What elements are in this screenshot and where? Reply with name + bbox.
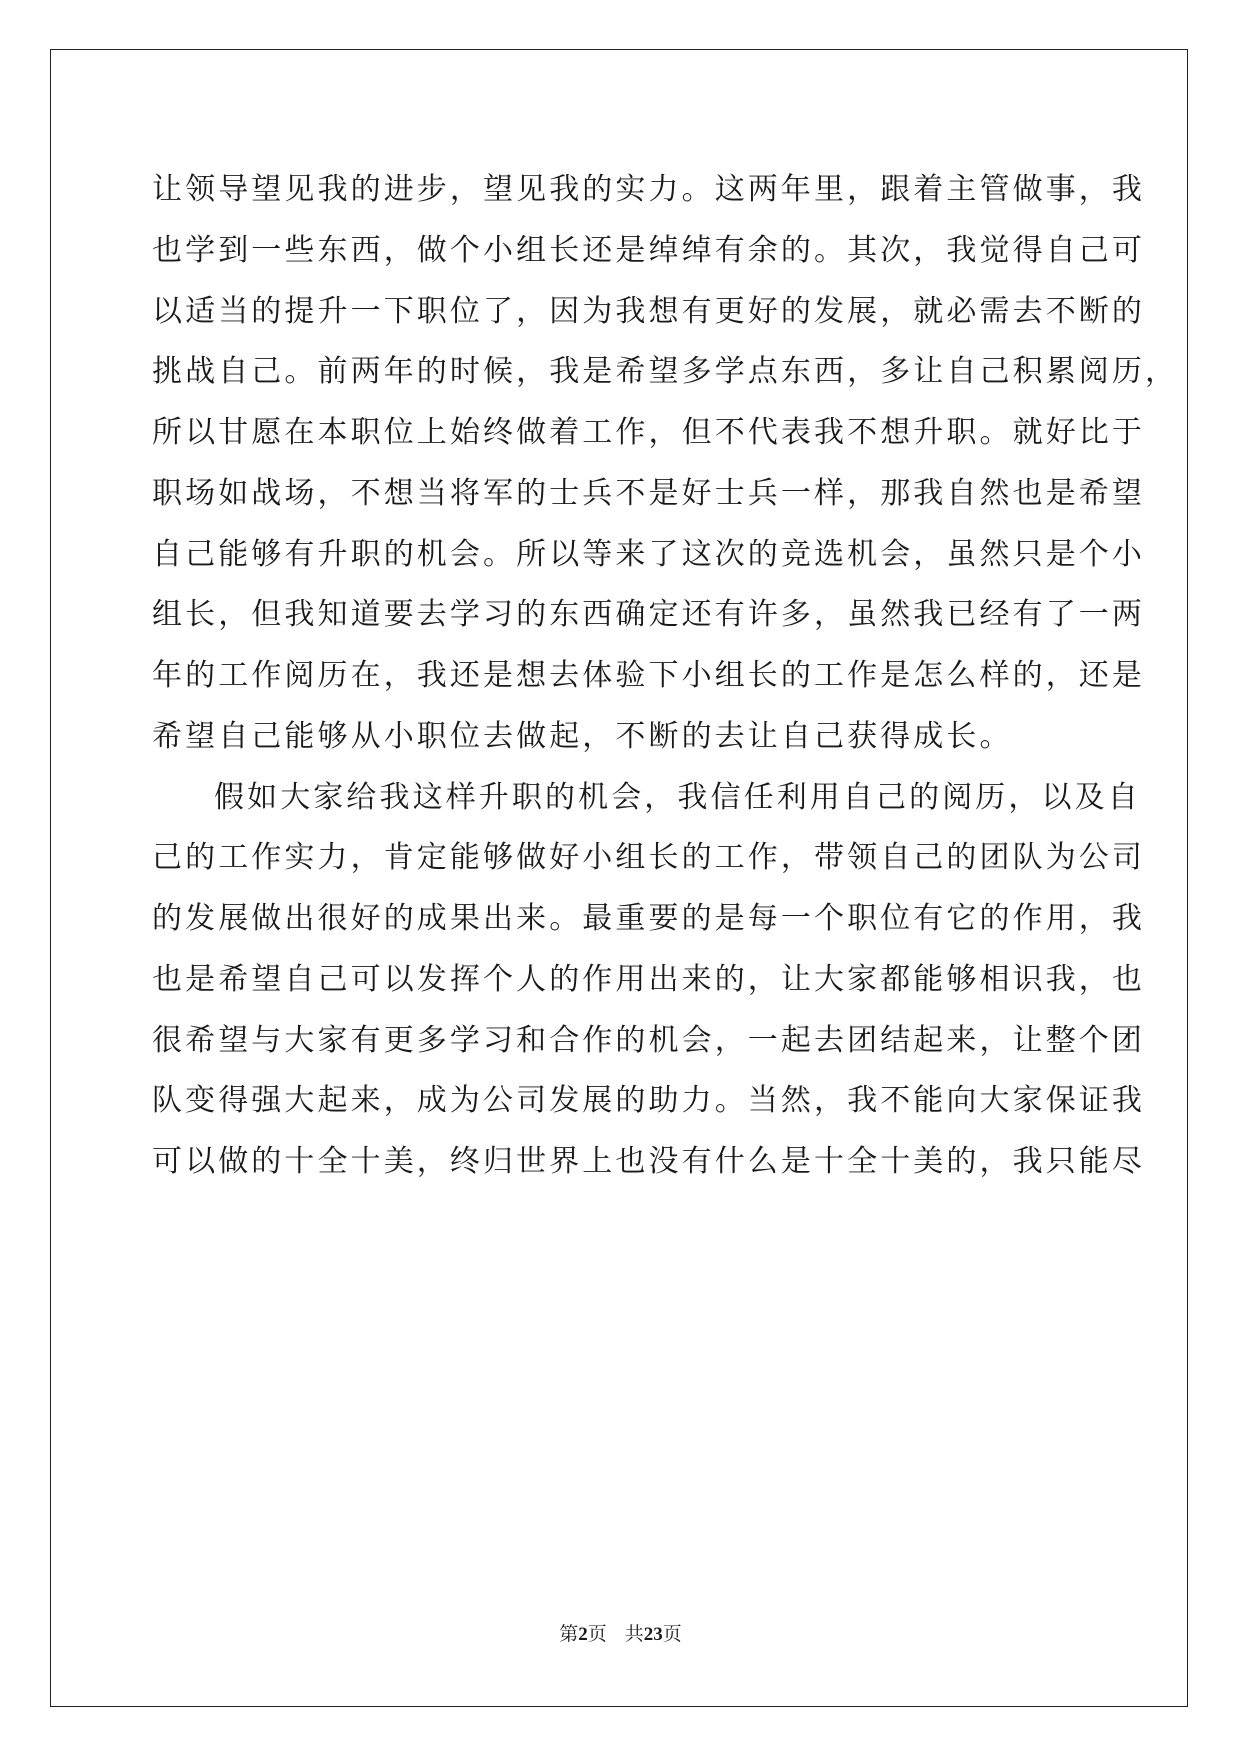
text-line: 所以甘愿在本职位上始终做着工作，但不代表我不想升职。就好比于: [152, 415, 1145, 450]
total-pages: 23: [643, 1624, 663, 1645]
document-body: [152, 160, 1179, 1193]
page-footer: [0, 1619, 1241, 1646]
text-line: 以适当的提升一下职位了，因为我想有更好的发展，就必需去不断的: [152, 293, 1145, 329]
text-line: 的发展做出很好的成果出来。最重要的是每一个职位有它的作用，我: [152, 901, 1145, 936]
text-line: 自己能够有升职的机会。所以等来了这次的竞选机会，虽然只是个小: [152, 536, 1145, 572]
page-number: 2: [578, 1624, 588, 1645]
text-line: 让领导望见我的进步，望见我的实力。这两年里，跟着主管做事，我: [152, 172, 1145, 207]
page-prefix: 第: [559, 1624, 579, 1645]
text-line: 很希望与大家有更多学习和合作的机会，一起去团结起来，让整个团: [152, 1022, 1145, 1058]
text-line: 职场如战场，不想当将军的士兵不是好士兵一样，那我自然也是希望: [152, 475, 1145, 511]
text-line: 年的工作阅历在，我还是想去体验下小组长的工作是怎么样的，还是: [152, 658, 1145, 693]
text-line: 可以做的十全十美，终归世界上也没有什么是十全十美的，我只能尽: [152, 1144, 1145, 1179]
text-line-paragraph-start: 假如大家给我这样升职的机会，我信任利用自己的阅历，以及自: [214, 779, 1141, 815]
text-line: 希望自己能够从小职位去做起，不断的去让自己获得成长。: [152, 718, 1013, 754]
text-line: 己的工作实力，肯定能够做好小组长的工作，带领自己的团队为公司: [152, 840, 1145, 876]
total-prefix: 共: [624, 1624, 644, 1645]
text-line: 也是希望自己可以发挥个人的作用出来的，让大家都能够相识我，也: [152, 961, 1145, 997]
text-line: 队变得强大起来，成为公司发展的助力。当然，我不能向大家保证我: [152, 1083, 1145, 1119]
text-line: 也学到一些东西，做个小组长还是绰绰有余的。其次，我觉得自己可: [152, 232, 1145, 268]
page-suffix: 页: [587, 1624, 607, 1645]
text-line: 挑战自己。前两年的时候，我是希望多学点东西，多让自己积累阅历，: [152, 354, 1179, 390]
text-line: 组长，但我知道要去学习的东西确定还有许多，虽然我已经有了一两: [152, 597, 1145, 633]
total-suffix: 页: [662, 1624, 682, 1645]
